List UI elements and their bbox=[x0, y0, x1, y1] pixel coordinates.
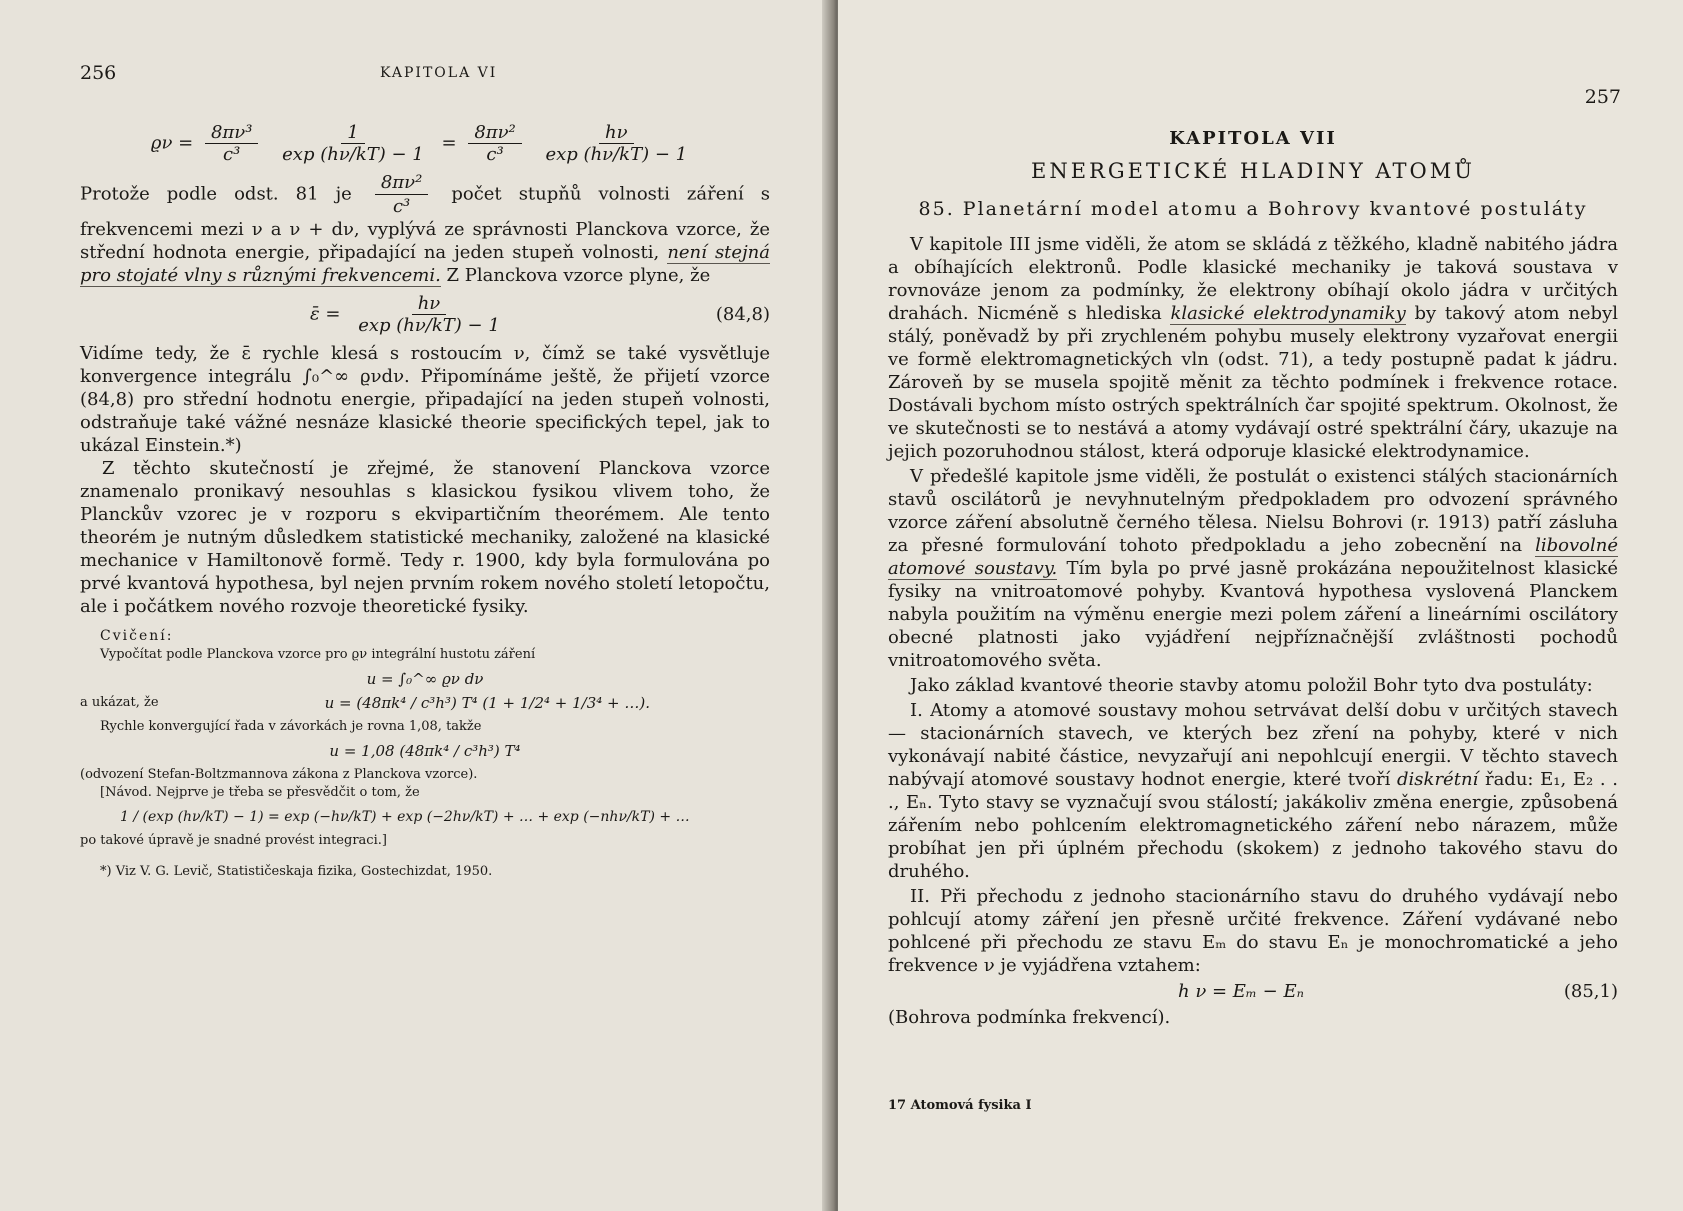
frac-num: hν bbox=[412, 293, 447, 315]
formula-bohr bbox=[888, 981, 1618, 1002]
exercise-heading: Cvičení: bbox=[100, 628, 174, 644]
book-signature-footer: 17 Atomová fysika I bbox=[888, 1098, 1032, 1113]
left-paragraph-3: Z těchto skutečností je zřejmé, že stanovení Planckova vzorce znamenalo pronikavý nesouhlas s klasickou fysikou vlivem toho, že Planckův vzorec je v rozporu s ekvipartičním theorémem. Ale tento theorém je nutným důsledkem statistické mechaniky, založené na klasické mechanice v Hamiltonově formě. Tedy r. 1900, kdy byla formulována po prvé kvantová hypothesa, byl nejen prvním rokem nového století letopočtu, ale i počátkem nového rozvoje theoretické fysiky. bbox=[80, 458, 770, 617]
p1-text: V kapitole III jsme viděli, že atom se skládá z těžkého, kladně nabitého jádra a obíhajících elektronů. Podle klasické mechaniky je taková soustava v rovnováze jenom za podmínky, že elektrony obíhají okolo jádra v určitých drahách. Nicméně s hlediska bbox=[888, 234, 1618, 324]
formula-bohr-body: h ν = Eₘ − Eₙ bbox=[1178, 981, 1304, 1002]
running-title-left: KAPITOLA VI bbox=[380, 65, 498, 81]
frac-den: exp (hν/kT) − 1 bbox=[282, 144, 424, 165]
frac-num: hν bbox=[599, 122, 634, 144]
exercise-formula-series: 1 / (exp (hν/kT) − 1) = exp (−hν/kT) + exp (−2hν/kT) + … + exp (−nhν/kT) + … bbox=[120, 809, 690, 825]
footnote-levic: *) Viz V. G. Levič, Statističeskaja fizika, Gostechizdat, 1950. bbox=[100, 864, 493, 879]
postulate-2: II. Při přechodu z jednoho stacionárního stavu do druhého vydávají nebo pohlcují atomy záření jen přesně určité frekvence. Záření vydávané nebo pohlcené při přechodu ze stavu Eₘ do stavu Eₙ je monochromatické a jeho frekvence ν je vyjádřena vztahem: bbox=[888, 886, 1618, 976]
frac-den: exp (hν/kT) − 1 bbox=[358, 315, 500, 336]
left-paragraph-2: Vidíme tedy, že ε̄ rychle klesá s rostoucím ν, čímž se také vysvětluje konvergence integrálu ∫₀^∞ ϱνdν. Připomínáme ještě, že přijetí vzorce (84,8) pro střední hodnotu energie, připadající na jeden stupeň volnosti, odstraňuje také vážné nesnáze klasické theorie specifických tepel, jak to ukázal Einstein.*) bbox=[80, 343, 770, 456]
exercise-formula-u3: u = 1,08 (48πk⁴ / c³h³) T⁴ bbox=[329, 742, 521, 760]
p2-text: V předešlé kapitole jsme viděli, že postulát o existenci stálých stacionárních stavů oscilátorů je nevyhnutelným předpokladem pro odvození správného vzorce záření absolutně černého tělesa. Nielsu Bohrovi (r. 1913) patří zásluha za přesné formulování tohoto předpokladu a jeho zobecnění na bbox=[888, 466, 1618, 556]
left-running-head bbox=[80, 62, 772, 92]
exercise-line-4: (odvození Stefan-Boltzmannova zákona z Planckova vzorce). bbox=[80, 767, 478, 782]
p4-rest: řadu: E₁, E₂ . . ., Eₙ. Tyto stavy se vyznačují svou stálostí; jakákoliv změna energie, způsobená zářením nebo pohlcením elektromagnetického záření nebo nárazem, může probíhat jen při úplném přechodu (skokem) z jednoho takového stavu do druhého. bbox=[888, 769, 1618, 882]
right-page bbox=[838, 0, 1683, 1211]
formula-lhs: ε̄ = bbox=[310, 303, 341, 325]
exercise-line-3: Rychle konvergující řada v závorkách je rovna 1,08, takže bbox=[100, 719, 482, 734]
frac-num: 8πν³ bbox=[205, 122, 258, 144]
left-page-body bbox=[80, 122, 770, 879]
exercise-line-1: Vypočítat podle Planckova vzorce pro ϱν integrální hustotu záření bbox=[100, 647, 536, 662]
left-paragraph-1 bbox=[80, 171, 770, 287]
right-page-body bbox=[888, 128, 1618, 1029]
p2-emphasis: libovolné atomové soustavy. bbox=[888, 535, 1618, 579]
formula-energy bbox=[80, 293, 770, 336]
frac-den: c³ bbox=[392, 196, 411, 217]
p2-rest: Tím byla po prvé jasně prokázána nepoužitelnost klasické fysiky na vnitroatomové pohyby. Kvantová hypothesa vyslovená Planckem nabyla použitím na výměnu energie mezi polem záření a lineárními oscilátory obecné platnosti jako vyjádření nejpříznačnější zvláštnosti pochodů vnitroatomového světa. bbox=[888, 558, 1618, 671]
formula-lhs: ϱν = bbox=[150, 132, 194, 154]
frac-den: c³ bbox=[486, 144, 504, 165]
p1-start: Protože podle odst. 81 je bbox=[80, 183, 352, 205]
exercise-line-6: po takové úpravě je snadné provést integraci.] bbox=[80, 833, 387, 848]
exercise-row-2 bbox=[80, 694, 770, 712]
exercise-line-5: [Návod. Nejprve je třeba se přesvědčit o tom, že bbox=[100, 785, 420, 800]
equation-number-84-8: (84,8) bbox=[715, 304, 770, 325]
postulate-1 bbox=[888, 699, 1618, 883]
formula-frac-3 bbox=[468, 122, 521, 165]
p4-emphasis: diskrétní bbox=[1397, 769, 1479, 790]
formula-planck-density bbox=[80, 122, 770, 165]
formula-frac-1 bbox=[205, 122, 258, 165]
page-number-left: 256 bbox=[80, 62, 117, 84]
exercise-formula-u2: u = (48πk⁴ / c³h³) T⁴ (1 + 1/2⁴ + 1/3⁴ + …). bbox=[324, 694, 650, 712]
left-page bbox=[0, 0, 832, 1211]
frac-num: 1 bbox=[341, 122, 364, 144]
frac-num: 8πν² bbox=[375, 171, 428, 195]
chapter-label: KAPITOLA VII bbox=[1169, 128, 1337, 149]
page-number-right: 257 bbox=[1584, 86, 1621, 108]
right-paragraph-6: (Bohrova podmínka frekvencí). bbox=[888, 1007, 1171, 1028]
formula-frac-4 bbox=[540, 122, 694, 165]
chapter-title: ENERGETICKÉ HLADINY ATOMŮ bbox=[1031, 159, 1475, 183]
right-paragraph-2 bbox=[888, 465, 1618, 672]
formula-frac-2 bbox=[276, 122, 430, 165]
p1-emphasis: klasické elektrodynamiky bbox=[1170, 303, 1406, 324]
exercise-line-2: a ukázat, že bbox=[80, 695, 159, 710]
formula-energy-body bbox=[310, 293, 512, 336]
exercise-formula-u: u = ∫₀^∞ ϱν dν bbox=[366, 670, 484, 688]
frac-den: exp (hν/kT) − 1 bbox=[545, 144, 688, 165]
frac-den: c³ bbox=[223, 144, 241, 165]
right-paragraph-3: Jako základ kvantové theorie stavby atomu položil Bohr tyto dva postuláty: bbox=[910, 675, 1593, 696]
p4-text: I. Atomy a atomové soustavy mohou setrvávat delší dobu v určitých stavech — stacionárních stavech, ve kterých bez zření na pohyby, které v nich vykonávají nabité částice, nevyzařují ani nepohlcují energii. V těchto stavech nabývají atomové soustavy hodnot energie, které tvoří bbox=[888, 700, 1618, 790]
frac-num: 8πν² bbox=[468, 122, 521, 144]
p1-rest: počet stupňů volnosti záření s frekvencemi mezi ν a ν + dν, vyplývá ze správnosti Planckova vzorce, že střední hodnota energie, připadající na jeden stupeň volnosti, bbox=[80, 183, 770, 263]
p1-end: Z Planckova vzorce plyne, že bbox=[446, 265, 711, 286]
section-title: 85. Planetární model atomu a Bohrovy kvantové postuláty bbox=[918, 198, 1588, 220]
p1-inline-frac bbox=[375, 171, 428, 218]
p1-emphasis: není stejná pro stojaté vlny s různými frekvencemi. bbox=[80, 242, 770, 286]
formula-energy-frac bbox=[352, 293, 506, 336]
p1-rest: by takový atom nebyl stálý, poněvadž by při zrychleném pohybu musely elektrony vyzařovat energii ve formě elektromagnetických vln (odst. 71), a tedy postupně padat k jádru. Zároveň by se musela spojitě měnit za těchto podmínek i frekvence rotace. Dostávali bychom místo ostrých spektrálních čar spojité spektrum. Okolnost, že ve skutečnosti se to nestává a atomy vydávají ostré spektrální čáry, ukazuje na jejich pozoruhodnou stálost, která odporuje klasické elektrodynamice. bbox=[888, 303, 1618, 462]
formula-eq: = bbox=[441, 132, 457, 154]
equation-number-85-1: (85,1) bbox=[1563, 981, 1618, 1002]
right-paragraph-1 bbox=[888, 233, 1618, 463]
